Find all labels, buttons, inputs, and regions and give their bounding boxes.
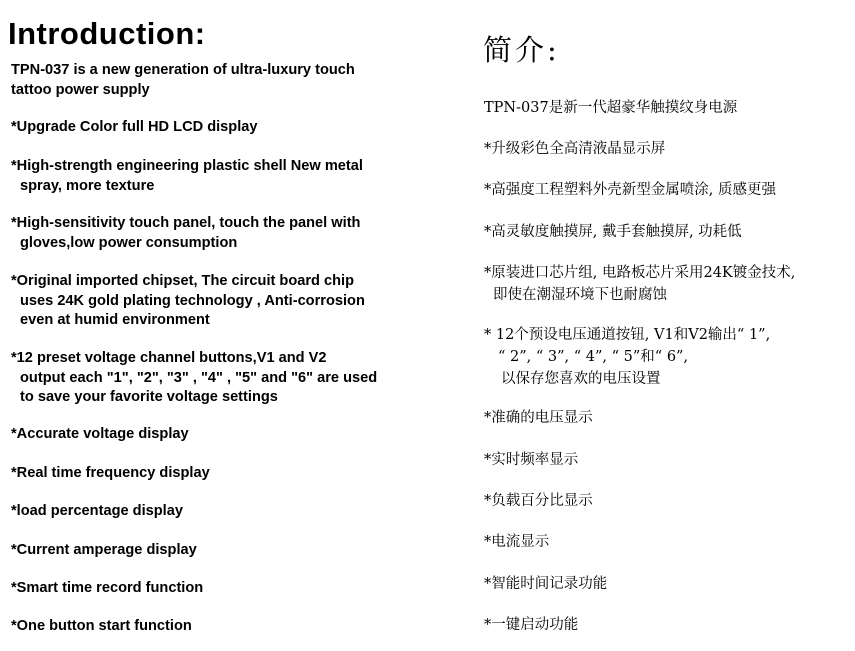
- english-item-presets: [11, 349, 377, 408]
- chinese-line: *实时频率显示: [484, 452, 579, 468]
- chinese-line: *高灵敏度触摸屏, 戴手套触摸屏, 功耗低: [484, 224, 742, 240]
- chinese-line: *升级彩色全高清液晶显示屏: [484, 141, 666, 157]
- english-item-touch: [11, 214, 360, 253]
- english-item-lcd: [11, 118, 258, 138]
- english-line: *High-sensitivity touch panel, touch the panel with: [11, 215, 361, 231]
- chinese-item-load: [484, 490, 593, 512]
- chinese-item-current: [484, 531, 549, 553]
- english-item-voltage: [11, 425, 189, 445]
- english-item-one-button: [11, 617, 192, 637]
- chinese-item-time-record: [484, 573, 607, 595]
- english-item-time-record: [11, 579, 203, 599]
- english-title: Introduction:: [8, 16, 206, 51]
- english-line: *load percentage display: [11, 503, 183, 519]
- english-line: *High-strength engineering plastic shell New metal: [11, 158, 363, 174]
- chinese-line: *准确的电压显示: [484, 410, 593, 426]
- chinese-item-presets: [484, 324, 770, 390]
- english-item-chipset: [11, 272, 365, 331]
- chinese-item-lcd: [484, 138, 665, 160]
- chinese-line: * 12个预设电压通道按钮, V1和V2输出“ 1”,: [484, 327, 771, 343]
- chinese-item-chipset: [484, 262, 795, 306]
- english-line: *Current amperage display: [11, 542, 197, 558]
- chinese-item-voltage: [484, 407, 593, 429]
- english-line: spray, more texture: [20, 177, 155, 194]
- english-line: *Upgrade Color full HD LCD display: [11, 119, 258, 135]
- chinese-line: *原装进口芯片组, 电路板芯片采用24K镀金技术,: [484, 265, 796, 281]
- english-item-frequency: [11, 464, 210, 484]
- chinese-line: *智能时间记录功能: [484, 576, 608, 592]
- english-item-shell: [11, 157, 363, 196]
- chinese-item-intro: [484, 97, 737, 119]
- chinese-line: 以保存您喜欢的电压设置: [501, 371, 661, 387]
- english-item-intro: [11, 61, 355, 100]
- chinese-item-shell: [484, 179, 776, 201]
- english-line: gloves,low power consumption: [20, 234, 238, 251]
- chinese-line: *一键启动功能: [484, 617, 579, 633]
- english-line: tattoo power supply: [11, 81, 150, 98]
- chinese-line: *高强度工程塑料外壳新型金属喷涂, 质感更强: [484, 182, 776, 198]
- chinese-line: *电流显示: [484, 534, 550, 550]
- english-line: *12 preset voltage channel buttons,V1 and V2: [11, 350, 327, 366]
- chinese-line: “ 2”, “ 3”, “ 4”, “ 5”和“ 6”,: [498, 349, 689, 365]
- english-line: even at humid environment: [20, 312, 210, 328]
- english-line: uses 24K gold plating technology , Anti-corrosion: [20, 292, 365, 309]
- english-line: *Original imported chipset, The circuit board chip: [11, 273, 355, 289]
- chinese-item-one-button: [484, 614, 578, 636]
- english-line: *Smart time record function: [11, 580, 204, 596]
- chinese-item-touch: [484, 221, 742, 243]
- english-line: output each "1", "2", "3" , "4" , "5" and "6" are used: [20, 369, 378, 386]
- english-line: *Real time frequency display: [11, 465, 210, 481]
- chinese-line: TPN-037是新一代超豪华触摸纹身电源: [484, 100, 738, 116]
- chinese-line: *负载百分比显示: [484, 493, 593, 509]
- english-item-load: [11, 502, 183, 522]
- english-line: *Accurate voltage display: [11, 426, 189, 442]
- english-line: to save your favorite voltage settings: [20, 389, 278, 405]
- english-line: TPN-037 is a new generation of ultra-luxury touch: [11, 62, 355, 78]
- english-item-amperage: [11, 541, 197, 561]
- english-line: *One button start function: [11, 618, 192, 634]
- chinese-line: 即使在潮湿环境下也耐腐蚀: [493, 287, 667, 303]
- chinese-title: 简介:: [483, 33, 560, 67]
- chinese-item-frequency: [484, 449, 578, 471]
